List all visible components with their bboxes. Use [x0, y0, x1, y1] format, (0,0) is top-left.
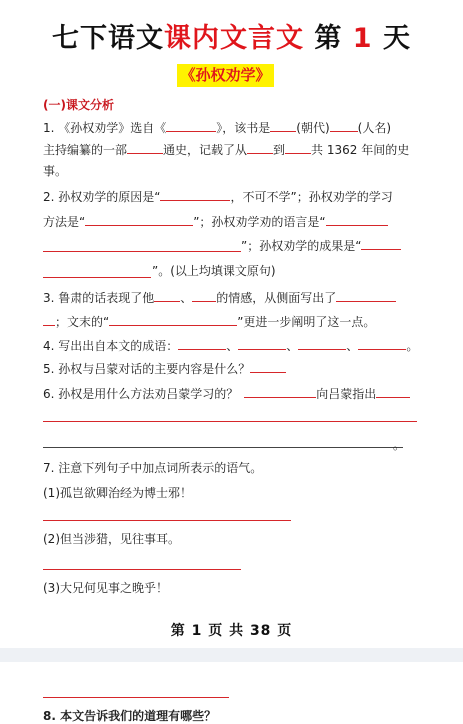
q7-answer-line-1[interactable] — [43, 520, 291, 521]
question-5-line — [43, 360, 286, 377]
q3-text-c: 的情感，从侧面写出了 — [216, 291, 337, 305]
q7-sentence-1-text: (1)孤岂欲卿治经为博士邪！ — [43, 486, 192, 500]
question-4-line — [43, 337, 418, 354]
q1-text-c: (朝代) — [296, 121, 330, 135]
section-heading: (一)课文分析 — [43, 98, 114, 112]
q8-text: 8. 本文告诉我们的道理有哪些？ — [43, 709, 217, 723]
q2-text-e: ”；孙权劝学的成果是“ — [241, 239, 362, 253]
q7-sentence-3-text: (3)大兄何见事之晚乎！ — [43, 581, 168, 595]
q3-text-a: 3. 鲁肃的话表现了他 — [43, 291, 155, 305]
q4-text: 4. 写出出自本文的成语： — [43, 339, 179, 353]
q1-blank-person[interactable] — [330, 119, 358, 132]
q7-sentence-2-text: (2)但当涉猎，见往事耳。 — [43, 532, 180, 546]
q1-text-b: 》，该书是 — [216, 121, 271, 135]
q6-text-b: 向吕蒙指出 — [316, 387, 377, 401]
q1-blank-type[interactable] — [127, 141, 163, 154]
q2-blank-language-start[interactable] — [326, 213, 388, 226]
q1-text-d: (人名) — [357, 121, 392, 135]
q7-answer-line-2[interactable] — [43, 569, 241, 570]
q3-text-e: ”更进一步阐明了这一点。 — [237, 315, 376, 329]
question-1-line-2 — [43, 141, 409, 158]
q2-text-a: 2. 孙权劝学的原因是“ — [43, 190, 161, 204]
q4-separator-1: 、 — [226, 339, 239, 353]
q2-text-b: ，不可不学”；孙权劝学的学习 — [230, 190, 393, 204]
q1-text-f: 通史，记载了从 — [163, 143, 248, 157]
q1-blank-start[interactable] — [247, 141, 273, 154]
q2-text-c: 方法是“ — [43, 215, 86, 229]
q6-text-a: 6. 孙权是用什么方法劝吕蒙学习的？ — [43, 387, 239, 401]
q6-answer-line-1[interactable] — [43, 421, 417, 422]
q3-blank-quote[interactable] — [109, 313, 237, 326]
q7-text: 7. 注意下列句子中加点词所表示的语气。 — [43, 461, 263, 475]
q6-answer-line-2[interactable] — [43, 447, 403, 448]
q7-sentence-1 — [43, 485, 192, 501]
q3-text-d: ；文末的“ — [55, 315, 110, 329]
question-1-line-1 — [43, 119, 391, 136]
question-8-line — [43, 708, 216, 724]
lesson-banner: 《孙权劝学》 — [177, 64, 274, 87]
q6-blank-point-start[interactable] — [376, 385, 410, 398]
page-footer: 第 1 页 共 38 页 — [170, 623, 293, 639]
q5-text: 5. 孙权与吕蒙对话的主要内容是什么？ — [43, 362, 251, 376]
q1-blank-book[interactable] — [166, 119, 216, 132]
worksheet-page-2 — [0, 662, 463, 723]
page-separator — [0, 648, 463, 662]
q1-blank-dynasty[interactable] — [270, 119, 296, 132]
q4-separator-3: 、 — [346, 339, 359, 353]
question-2-line-1 — [43, 188, 393, 205]
question-6-line-1 — [43, 385, 410, 402]
q3-blank-change-cont[interactable] — [43, 313, 55, 326]
question-2-line-2 — [43, 213, 388, 230]
q6-blank-method[interactable] — [244, 385, 316, 398]
q4-blank-idiom-4[interactable] — [358, 337, 406, 350]
q2-blank-method[interactable] — [85, 213, 193, 226]
q6-end: 。 — [393, 438, 406, 452]
q7-sentence-3 — [43, 580, 168, 596]
q4-end: 。 — [406, 339, 419, 353]
q4-blank-idiom-2[interactable] — [238, 337, 286, 350]
question-7-line — [43, 460, 262, 476]
question-2-line-4 — [152, 263, 276, 279]
title-part-topic: 课内文言文 — [163, 23, 304, 54]
q2-blank-result-start[interactable] — [361, 237, 401, 250]
q4-blank-idiom-3[interactable] — [298, 337, 346, 350]
q3-blank-change-start[interactable] — [336, 289, 396, 302]
q4-separator-2: 、 — [286, 339, 299, 353]
question-2-line-3 — [241, 237, 401, 254]
q1-text-i: 事。 — [43, 164, 68, 178]
q2-blank-language-cont[interactable] — [43, 251, 241, 252]
q6-end-mark — [393, 437, 405, 453]
q3-blank-emotion-2[interactable] — [192, 289, 216, 302]
q3-blank-emotion-1[interactable] — [154, 289, 180, 302]
q1-text-g: 到 — [273, 143, 286, 157]
question-1-line-3 — [43, 163, 67, 179]
title-part-tian: 天 — [383, 23, 411, 54]
q1-blank-end[interactable] — [285, 141, 311, 154]
q2-blank-result-cont[interactable] — [43, 277, 151, 278]
title-part-di: 第 — [314, 23, 343, 54]
title-day-number: 1 — [352, 23, 373, 54]
q1-text-h: 共 1362 年间的史 — [311, 143, 410, 157]
q7-answer-line-3[interactable] — [43, 697, 229, 698]
q1-text-a: 1. 《孙权劝学》选自《 — [43, 121, 167, 135]
question-3-line-1 — [43, 289, 396, 306]
question-3-line-2 — [43, 313, 375, 330]
title-part-grade: 七下语文 — [51, 23, 164, 54]
q3-text-b: 、 — [180, 291, 193, 305]
q2-text-f: ”。(以上均填课文原句) — [152, 264, 276, 278]
q1-text-e: 主持编纂的一部 — [43, 143, 128, 157]
page-title — [0, 16, 463, 55]
q2-text-d: ”；孙权劝学劝的语言是“ — [193, 215, 326, 229]
q2-blank-reason[interactable] — [160, 188, 230, 201]
q7-sentence-2 — [43, 531, 180, 547]
q5-blank[interactable] — [250, 360, 286, 373]
q4-blank-idiom-1[interactable] — [178, 337, 226, 350]
